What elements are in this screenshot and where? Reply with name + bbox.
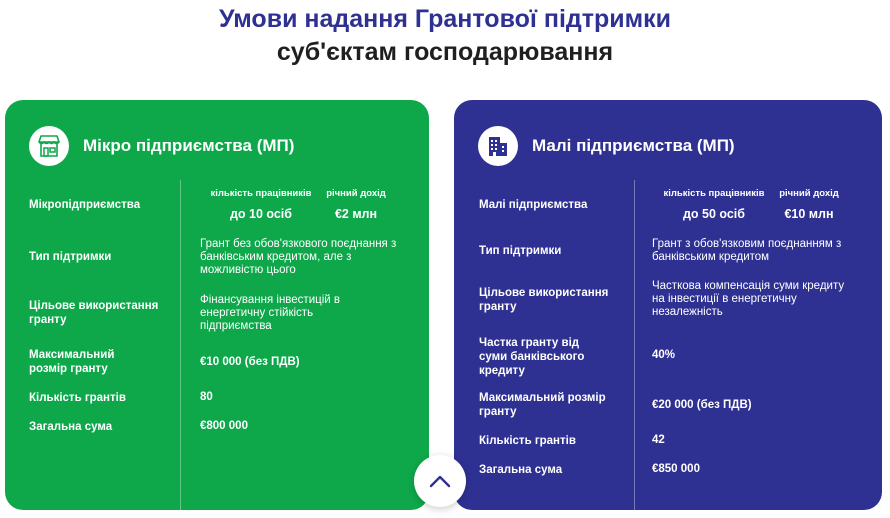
micro-card-header xyxy=(29,126,294,166)
small-income-metric xyxy=(774,188,844,221)
micro-max-grant-label: Максимальний розмір гранту xyxy=(29,349,115,375)
micro-grant-count-label: Кількість грантів xyxy=(29,392,126,404)
small-card-title: Малі підприємства (МП) xyxy=(532,136,735,155)
micro-total-value: €800 000 xyxy=(200,420,248,432)
small-usage-value: Часткова компенсація суми кредиту на інвестиції в енергетичну незалежність xyxy=(652,280,845,318)
small-income-caption: річний дохід xyxy=(779,188,839,199)
micro-employees-caption: кількість працівників xyxy=(210,188,312,199)
micro-employees-metric xyxy=(201,188,321,221)
micro-income-value: €2 млн xyxy=(334,207,378,221)
micro-income-metric xyxy=(321,188,391,221)
micro-column-divider xyxy=(180,180,181,510)
chevron-up-icon xyxy=(428,473,452,489)
small-grant-share-label: Частка гранту від суми банківського кредиту xyxy=(479,337,585,377)
micro-card-title: Мікро підприємства (МП) xyxy=(83,136,295,155)
small-grant-count-value: 42 xyxy=(652,434,665,446)
small-income-value: €10 млн xyxy=(784,207,834,221)
small-total-label: Загальна сума xyxy=(479,464,563,476)
micro-category-label: Мікропідприємства xyxy=(29,199,141,211)
small-support-type-value: Грант з обов'язковим поєднанням з банківським кредитом xyxy=(652,238,842,263)
small-support-type-label: Тип підтримки xyxy=(479,245,562,257)
small-grant-count-label: Кількість грантів xyxy=(479,435,576,447)
small-column-divider xyxy=(634,180,635,510)
storefront-icon xyxy=(29,126,69,166)
micro-income-caption: річний дохід xyxy=(326,188,386,199)
micro-employees-value: до 10 осіб xyxy=(229,207,293,221)
page-title: Умови надання Грантової підтримки xyxy=(218,5,672,33)
small-max-grant-label: Максимальний розмір гранту xyxy=(479,392,606,418)
page-heading xyxy=(0,4,890,68)
small-employees-metric xyxy=(654,188,774,221)
small-employees-caption: кількість працівників xyxy=(663,188,765,199)
micro-support-type-label: Тип підтримки xyxy=(29,251,112,263)
micro-usage-label: Цільове використання гранту xyxy=(29,300,159,326)
micro-usage-value: Фінансування інвестицій в енергетичну стійкість підприємства xyxy=(200,294,340,332)
small-employees-value: до 50 осіб xyxy=(682,207,746,221)
page-subtitle: суб'єктам господарювання xyxy=(276,38,614,66)
micro-grant-count-value: 80 xyxy=(200,391,213,403)
small-enterprises-card xyxy=(454,100,882,510)
small-grant-share-value: 40% xyxy=(652,349,676,361)
micro-max-grant-value: €10 000 (без ПДВ) xyxy=(200,356,300,368)
small-card-header xyxy=(478,126,735,166)
scroll-to-top-button[interactable] xyxy=(414,455,466,507)
small-max-grant-value: €20 000 (без ПДВ) xyxy=(652,399,752,411)
small-category-label: Малі підприємства xyxy=(479,199,588,211)
micro-support-type-value: Грант без обов'язкового поєднання з банківським кредитом, але з можливістю цього xyxy=(200,238,397,276)
small-total-value: €850 000 xyxy=(652,463,700,475)
micro-enterprises-card xyxy=(5,100,429,510)
micro-total-label: Загальна сума xyxy=(29,421,113,433)
office-building-icon xyxy=(478,126,518,166)
small-usage-label: Цільове використання гранту xyxy=(479,287,609,313)
